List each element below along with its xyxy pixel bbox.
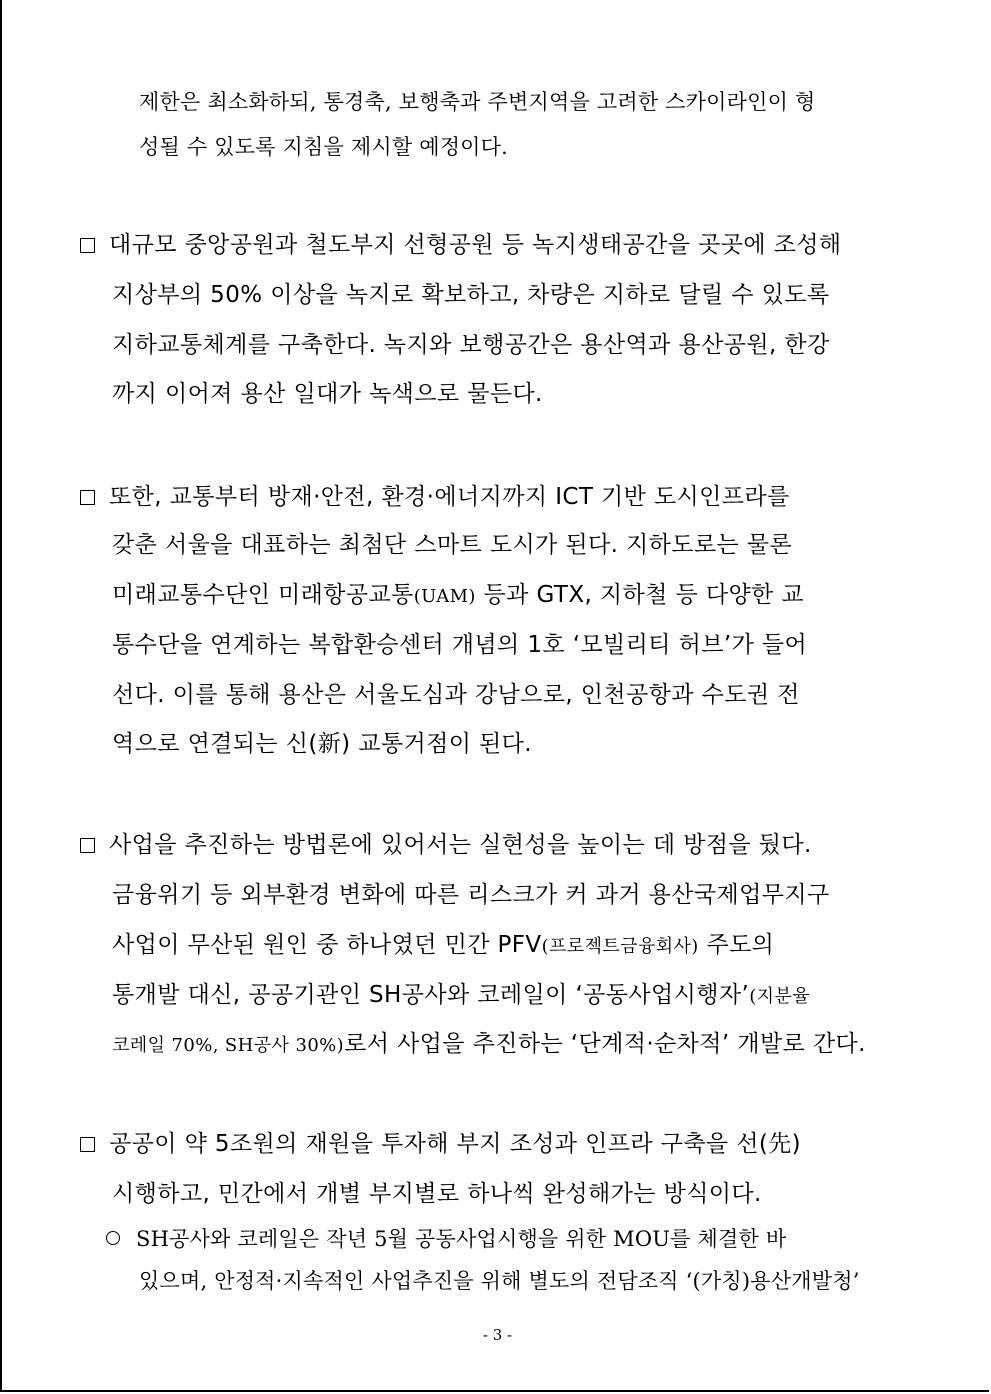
checkbox-bullet-icon [80, 1137, 95, 1152]
sub-bullet-paragraph-line: SH공사와 코레일은 작년 5월 공동사업시행을 위한 MOU를 체결한 바 [106, 1223, 786, 1253]
paragraph-line: 갖춘 서울을 대표하는 최첨단 스마트 도시가 된다. 지하도로는 물론 [112, 532, 793, 558]
bullet-paragraph-line: 사업을 추진하는 방법론에 있어서는 실현성을 높이는 데 방점을 뒀다. [80, 826, 812, 859]
checkbox-bullet-icon [80, 490, 95, 505]
bullet-paragraph-line: 또한, 교통부터 방재·안전, 환경·에너지까지 ICT 기반 도시인프라를 [80, 478, 790, 511]
bullet-paragraph-line: 공공이 약 5조원의 재원을 투자해 부지 조성과 인프라 구축을 선(先) [80, 1125, 801, 1158]
circle-bullet-icon [106, 1231, 120, 1245]
paragraph-line: 통수단을 연계하는 복합환승센터 개념의 1호 ‘모빌리티 허브’가 들어 [112, 632, 808, 658]
paragraph-line: 역으로 연결되는 신(新) 교통거점이 된다. [112, 731, 532, 757]
checkbox-bullet-icon [80, 238, 95, 253]
paragraph-line: 사업이 무산된 원인 중 하나였던 민간 PFV(프로젝트금융회사) 주도의 [112, 932, 775, 958]
paragraph-line: 코레일 70%, SH공사 30%)로서 사업을 추진하는 ‘단계적·순차적’ 개발로 간다. [112, 1031, 866, 1057]
paragraph-line: 제한은 최소화하되, 통경축, 보행축과 주변지역을 고려한 스카이라인이 형 [139, 90, 816, 114]
paragraph-line: 시행하고, 민간에서 개별 부지별로 하나씩 완성해가는 방식이다. [112, 1181, 762, 1207]
bullet-paragraph-line: 대규모 중앙공원과 철도부지 선형공원 등 녹지생태공간을 곳곳에 조성해 [80, 226, 842, 259]
paragraph-line: 금융위기 등 외부환경 변화에 따른 리스크가 커 과거 용산국제업무지구 [112, 882, 830, 908]
paragraph-line: 지상부의 50% 이상을 녹지로 확보하고, 차량은 지하로 달릴 수 있도록 [112, 282, 830, 308]
paragraph-line: 통개발 대신, 공공기관인 SH공사와 코레일이 ‘공동사업시행자’(지분율 [112, 982, 811, 1008]
paragraph-line: 있으며, 안정적·지속적인 사업추진을 위해 별도의 전담조직 ‘(가칭)용산개발청’ [139, 1269, 860, 1293]
paragraph-line: 미래교통수단인 미래항공교통(UAM) 등과 GTX, 지하철 등 다양한 교 [112, 582, 805, 608]
page-number: - 3 - [482, 1326, 513, 1344]
paragraph-line: 선다. 이를 통해 용산은 서울도심과 강남으로, 인천공항과 수도권 전 [112, 682, 800, 708]
paragraph-line: 까지 이어져 용산 일대가 녹색으로 물든다. [112, 381, 543, 407]
checkbox-bullet-icon [80, 838, 95, 853]
paragraph-line: 지하교통체계를 구축한다. 녹지와 보행공간은 용산역과 용산공원, 한강 [112, 332, 830, 358]
paragraph-line: 성될 수 있도록 지침을 제시할 예정이다. [139, 135, 509, 159]
